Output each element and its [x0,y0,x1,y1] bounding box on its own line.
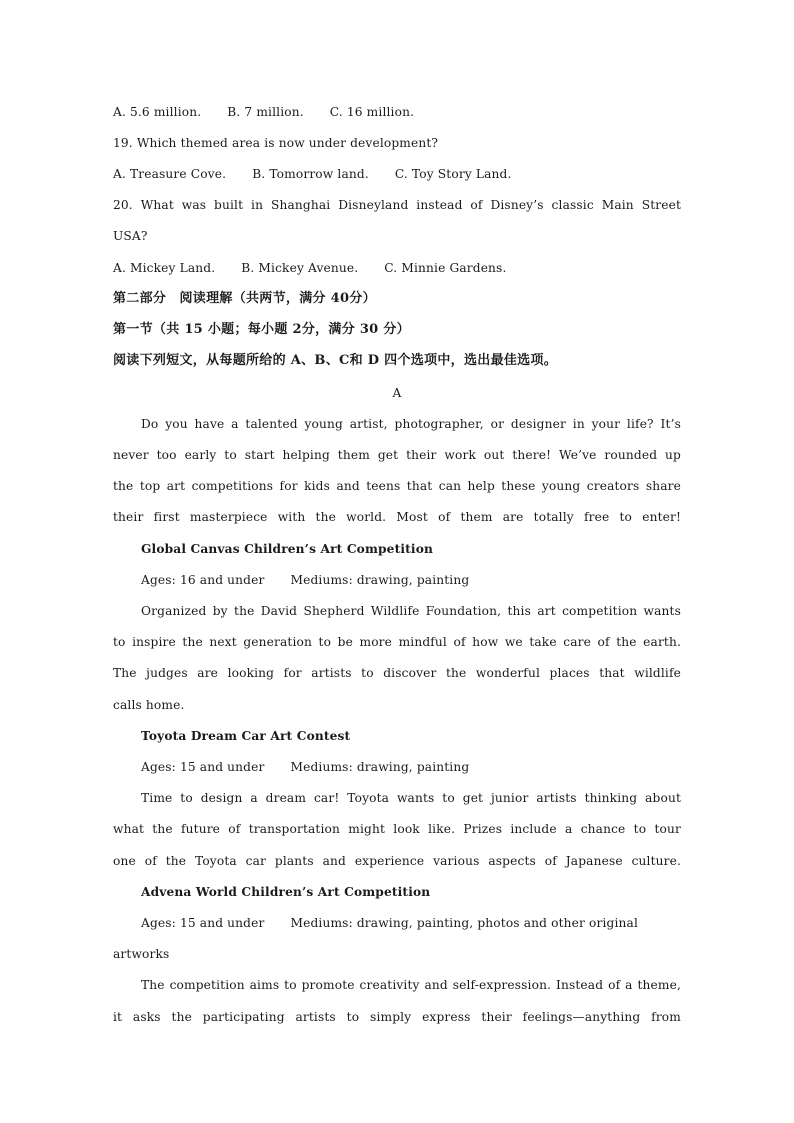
competition-desc-line: The competition aims to promote creativity and self-expression. Instead of a theme, [141,978,681,992]
competition-desc-line: The judges are looking for artists to discover the wonderful places that wildlife [113,666,681,680]
competition-desc-line: calls home. [113,698,185,712]
intro-line: their first masterpiece with the world. Most of them are totally free to enter! [113,510,681,524]
competition-title: Toyota Dream Car Art Contest [141,729,351,743]
q20-option-b: B. Mickey Avenue. [241,261,359,275]
competition-desc-line: one of the Toyota car plants and experience various aspects of Japanese culture. [113,854,681,868]
competition-title: Global Canvas Children’s Art Competition [141,542,433,556]
competition-mediums: Mediums: drawing, painting, photos and other original [290,916,638,930]
q19-option-b: B. Tomorrow land. [252,167,369,181]
q20-question-line1: 20. What was built in Shanghai Disneyland instead of Disney’s classic Main Street [113,198,681,212]
competition-mediums: Mediums: drawing, painting [290,573,470,587]
q19-question: 19. Which themed area is now under development? [113,136,439,150]
passage-label: A [392,386,402,400]
competition-meta [141,914,681,932]
q20-option-c: C. Minnie Gardens. [384,261,507,275]
competition-desc-line: it asks the participating artists to simply express their feelings—anything from [113,1010,681,1024]
q18-option-c: C. 16 million. [329,105,415,119]
q20-options [113,259,681,277]
competition-desc-line: Time to design a dream car! Toyota wants to get junior artists thinking about [141,791,681,805]
competition-ages: Ages: 15 and under [141,760,265,774]
competition-title: Advena World Children’s Art Competition [141,885,431,899]
competition-meta [141,758,681,776]
q19-option-a: A. Treasure Cove. [113,167,227,181]
competition-ages: Ages: 16 and under [141,573,265,587]
q20-option-a: A. Mickey Land. [113,261,216,275]
competition-meta [141,571,681,589]
competition-desc-line: Organized by the David Shepherd Wildlife Foundation, this art competition wants [141,604,681,618]
competition-ages: Ages: 15 and under [141,916,265,930]
intro-line: the top art competitions for kids and teens that can help these young creators share [113,479,681,493]
q19-option-c: C. Toy Story Land. [394,167,512,181]
competition-mediums-cont: artworks [113,947,170,961]
q18-options [113,103,681,121]
q20-question-line2: USA? [113,229,148,243]
section-instruction: 阅读下列短文，从每题所给的 A、B、C和 D 四个选项中，选出最佳选项。 [113,353,558,368]
competition-desc-line: what the future of transportation might look like. Prizes include a chance to tour [113,822,681,836]
intro-line: Do you have a talented young artist, photographer, or designer in your life? It’s [141,417,681,431]
section-title: 第一节（共 15 小题；每小题 2分，满分 30 分） [113,322,410,337]
q19-options [113,165,681,183]
q18-option-a: A. 5.6 million. [113,105,202,119]
q18-option-b: B. 7 million. [227,105,304,119]
competition-mediums: Mediums: drawing, painting [290,760,470,774]
competition-desc-line: to inspire the next generation to be more mindful of how we take care of the earth. [113,635,681,649]
intro-line: never too early to start helping them get their work out there! We’ve rounded up [113,448,681,462]
part-title: 第二部分 阅读理解（共两节，满分 40分） [113,291,376,306]
